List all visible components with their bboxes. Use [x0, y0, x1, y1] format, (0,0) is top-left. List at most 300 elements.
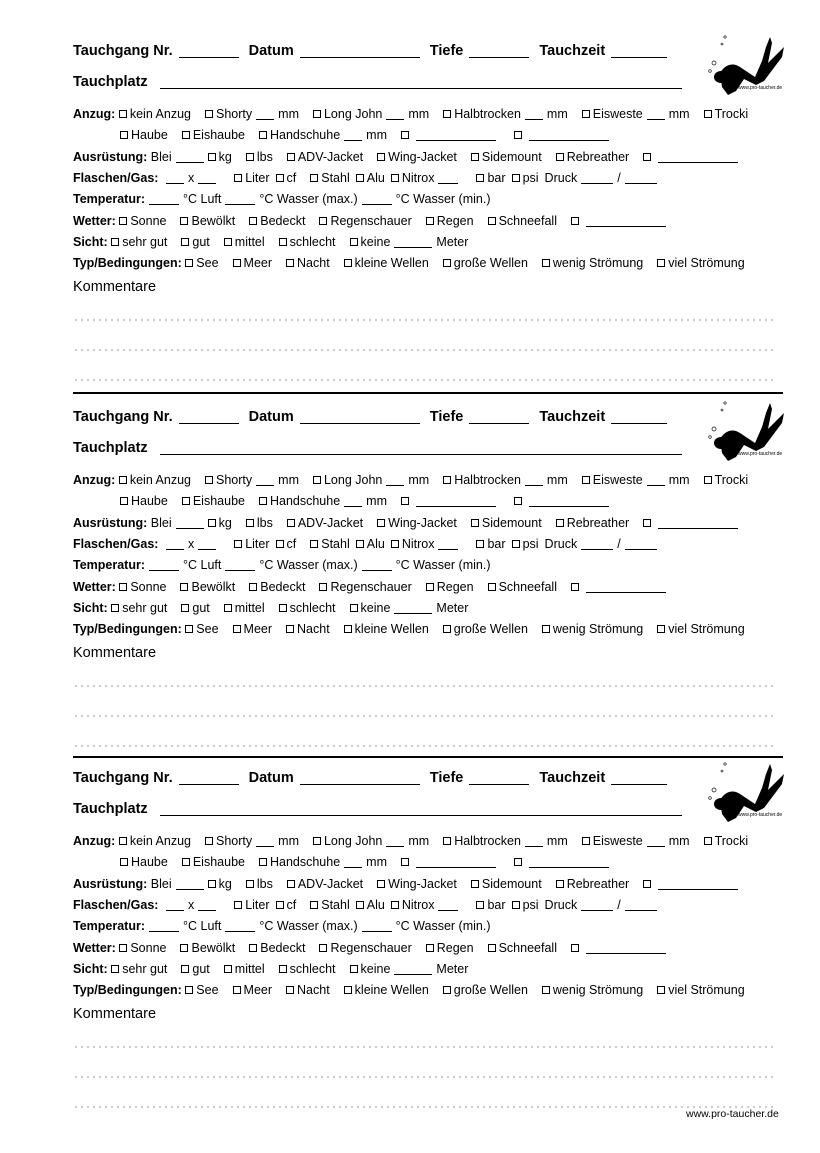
checkbox[interactable] — [512, 901, 520, 909]
checkbox[interactable] — [556, 153, 564, 161]
blank-field[interactable] — [625, 171, 657, 184]
blank-field[interactable] — [416, 128, 496, 141]
opt: Blei — [150, 877, 172, 891]
opt: Trocki — [714, 834, 749, 848]
checkbox[interactable] — [476, 540, 484, 548]
checkbox[interactable] — [286, 625, 294, 633]
blank-field[interactable] — [581, 537, 613, 550]
checkbox[interactable] — [234, 540, 242, 548]
blank-field[interactable] — [525, 473, 543, 486]
checkbox[interactable] — [426, 217, 434, 225]
unit: mm — [278, 107, 299, 121]
diver-icon — [700, 399, 790, 469]
blank-field[interactable] — [386, 834, 404, 847]
blank-field[interactable] — [386, 107, 404, 120]
checkbox[interactable] — [356, 540, 364, 548]
depth-label: Tiefe — [429, 43, 464, 59]
blank-field[interactable] — [416, 494, 496, 507]
opt: große Wellen — [453, 983, 528, 997]
opt: Meer — [243, 622, 273, 636]
checkbox[interactable] — [234, 174, 242, 182]
blank-field[interactable] — [344, 494, 362, 507]
opt: °C Wasser (min.) — [395, 558, 491, 572]
checkbox[interactable] — [279, 238, 287, 246]
checkbox[interactable] — [259, 858, 267, 866]
blank-field[interactable] — [256, 834, 274, 847]
blank-field[interactable] — [149, 558, 179, 571]
checkbox[interactable] — [180, 944, 188, 952]
blank-field[interactable] — [647, 473, 665, 486]
checkbox[interactable] — [208, 880, 216, 888]
blank-field[interactable] — [166, 898, 184, 911]
opt: ADV-Jacket — [297, 877, 364, 891]
checkbox[interactable] — [556, 880, 564, 888]
checkbox[interactable] — [185, 986, 193, 994]
checkbox[interactable] — [319, 944, 327, 952]
checkbox[interactable] — [111, 604, 119, 612]
checkbox[interactable] — [643, 519, 651, 527]
checkbox[interactable] — [313, 837, 321, 845]
opt: Long John — [323, 473, 383, 487]
blank-field[interactable] — [647, 107, 665, 120]
opt: Bewölkt — [191, 941, 236, 955]
checkbox[interactable] — [234, 901, 242, 909]
checkbox[interactable] — [514, 858, 522, 866]
blank-field[interactable] — [586, 941, 666, 954]
checkbox[interactable] — [488, 944, 496, 952]
blank-field[interactable] — [176, 516, 204, 529]
checkbox[interactable] — [471, 880, 479, 888]
opt: kg — [218, 516, 232, 530]
opt: x — [187, 537, 195, 551]
checkbox[interactable] — [313, 476, 321, 484]
checkbox[interactable] — [111, 238, 119, 246]
checkbox[interactable] — [181, 965, 189, 973]
checkbox[interactable] — [180, 217, 188, 225]
checkbox[interactable] — [224, 965, 232, 973]
opt: bar — [487, 537, 506, 551]
checkbox[interactable] — [344, 986, 352, 994]
checkbox[interactable] — [476, 174, 484, 182]
checkbox[interactable] — [443, 110, 451, 118]
checkbox[interactable] — [488, 217, 496, 225]
checkbox[interactable] — [350, 965, 358, 973]
checkbox[interactable] — [246, 153, 254, 161]
comments-label: Kommentare — [73, 1006, 157, 1022]
checkbox[interactable] — [377, 153, 385, 161]
opt: Druck — [544, 537, 578, 551]
opt: sehr gut — [122, 601, 168, 615]
blank-field[interactable] — [438, 537, 458, 550]
checkbox[interactable] — [182, 858, 190, 866]
opt: bar — [487, 898, 506, 912]
blank-field[interactable] — [581, 898, 613, 911]
date-label: Datum — [248, 770, 294, 786]
blank-field[interactable] — [625, 537, 657, 550]
comment-line[interactable] — [73, 1106, 773, 1108]
dive-site-label: Tauchplatz — [73, 440, 148, 456]
header-row — [73, 409, 677, 425]
opt: Nacht — [297, 256, 330, 270]
blank-field[interactable] — [344, 128, 362, 141]
opt: Haube — [131, 128, 168, 142]
checkbox[interactable] — [443, 625, 451, 633]
opt: Halbtrocken — [454, 834, 521, 848]
opt: Bewölkt — [191, 580, 236, 594]
blank-field[interactable] — [362, 558, 392, 571]
checkbox[interactable] — [120, 131, 128, 139]
opt: x — [187, 898, 195, 912]
checkbox[interactable] — [246, 880, 254, 888]
checkbox[interactable] — [391, 901, 399, 909]
opt: schlecht — [289, 235, 336, 249]
blank-field[interactable] — [344, 855, 362, 868]
dive-site-field[interactable] — [160, 74, 682, 89]
opt: gut — [192, 235, 210, 249]
checkbox[interactable] — [181, 604, 189, 612]
blank-field[interactable] — [198, 171, 216, 184]
opt: cf — [286, 898, 297, 912]
dive-site-field[interactable] — [160, 440, 682, 455]
checkbox[interactable] — [377, 519, 385, 527]
checkbox[interactable] — [350, 238, 358, 246]
blank-field[interactable] — [529, 855, 609, 868]
blank-field[interactable] — [198, 898, 216, 911]
blank-field[interactable] — [176, 877, 204, 890]
checkbox[interactable] — [512, 174, 520, 182]
checkbox[interactable] — [571, 217, 579, 225]
blank-field[interactable] — [225, 192, 255, 205]
checkbox[interactable] — [476, 901, 484, 909]
checkbox[interactable] — [643, 880, 651, 888]
blank-field[interactable] — [394, 601, 432, 614]
opt: See — [196, 256, 219, 270]
checkbox[interactable] — [279, 965, 287, 973]
blank-field[interactable] — [256, 107, 274, 120]
checkbox[interactable] — [426, 944, 434, 952]
blank-field[interactable] — [394, 235, 432, 248]
checkbox[interactable] — [205, 837, 213, 845]
visibility-row: Sicht: sehr gut gut mittel schlecht keine Meter — [73, 962, 469, 976]
blank-field[interactable] — [529, 494, 609, 507]
checkbox[interactable] — [286, 986, 294, 994]
checkbox[interactable] — [185, 259, 193, 267]
opt: Druck — [544, 898, 578, 912]
dive-time-field[interactable] — [611, 770, 667, 785]
opt: bar — [487, 171, 506, 185]
opt: Haube — [131, 855, 168, 869]
opt: Bedeckt — [260, 214, 306, 228]
checkbox[interactable] — [276, 174, 284, 182]
blank-field[interactable] — [149, 192, 179, 205]
checkbox[interactable] — [279, 604, 287, 612]
blank-field[interactable] — [166, 537, 184, 550]
opt: Rebreather — [566, 516, 630, 530]
checkbox[interactable] — [319, 217, 327, 225]
opt: Regen — [436, 214, 474, 228]
opt: Nitrox — [401, 898, 435, 912]
checkbox[interactable] — [356, 174, 364, 182]
checkbox[interactable] — [276, 901, 284, 909]
opt: kein Anzug — [129, 834, 192, 848]
comment-line[interactable] — [73, 685, 773, 687]
dive-number-field[interactable] — [179, 43, 239, 58]
checkbox[interactable] — [542, 986, 550, 994]
opt: / — [617, 537, 621, 551]
opt: große Wellen — [453, 256, 528, 270]
comments-label: Kommentare — [73, 279, 157, 295]
comment-line[interactable] — [73, 1046, 773, 1048]
checkbox[interactable] — [287, 153, 295, 161]
unit: mm — [408, 107, 430, 121]
opt: mittel — [234, 235, 265, 249]
dive-number-field[interactable] — [179, 770, 239, 785]
opt: Shorty — [216, 107, 253, 121]
blank-field[interactable] — [658, 150, 738, 163]
opt: Halbtrocken — [454, 107, 521, 121]
checkbox[interactable] — [657, 625, 665, 633]
blank-field[interactable] — [625, 898, 657, 911]
checkbox[interactable] — [704, 476, 712, 484]
opt: Sonne — [130, 580, 167, 594]
blank-field[interactable] — [438, 898, 458, 911]
blank-field[interactable] — [658, 877, 738, 890]
comment-line[interactable] — [73, 379, 773, 381]
checkbox[interactable] — [657, 259, 665, 267]
dive-time-field[interactable] — [611, 409, 667, 424]
checkbox[interactable] — [488, 583, 496, 591]
dive-number-label: Tauchgang Nr. — [73, 409, 173, 425]
checkbox[interactable] — [310, 174, 318, 182]
unit: mm — [546, 834, 568, 848]
weather-row: Wetter: Sonne Bewölkt Bedeckt Regenschauer Regen Schneefall — [73, 940, 670, 956]
blank-field[interactable] — [166, 171, 184, 184]
checkbox[interactable] — [556, 519, 564, 527]
comment-line[interactable] — [73, 1076, 773, 1078]
header-row — [73, 43, 677, 59]
checkbox[interactable] — [276, 540, 284, 548]
opt: °C Wasser (max.) — [259, 919, 358, 933]
checkbox[interactable] — [286, 259, 294, 267]
checkbox[interactable] — [205, 110, 213, 118]
site-row — [73, 801, 692, 817]
checkbox[interactable] — [426, 583, 434, 591]
checkbox[interactable] — [249, 217, 257, 225]
checkbox[interactable] — [514, 131, 522, 139]
date-field[interactable] — [300, 409, 420, 424]
checkbox[interactable] — [704, 837, 712, 845]
checkbox[interactable] — [119, 583, 127, 591]
checkbox[interactable] — [182, 497, 190, 505]
checkbox[interactable] — [571, 583, 579, 591]
opt: See — [196, 983, 219, 997]
opt: schlecht — [289, 601, 336, 615]
checkbox[interactable] — [443, 476, 451, 484]
blank-field[interactable] — [525, 107, 543, 120]
checkbox[interactable] — [208, 519, 216, 527]
comment-line[interactable] — [73, 745, 773, 747]
blank-field[interactable] — [581, 171, 613, 184]
blank-field[interactable] — [586, 580, 666, 593]
blank-field[interactable] — [658, 516, 738, 529]
checkbox[interactable] — [443, 986, 451, 994]
weather-row: Wetter: Sonne Bewölkt Bedeckt Regenschauer Regen Schneefall — [73, 213, 670, 229]
checkbox[interactable] — [471, 153, 479, 161]
depth-label: Tiefe — [429, 409, 464, 425]
checkbox[interactable] — [391, 174, 399, 182]
opt: cf — [286, 537, 297, 551]
checkbox[interactable] — [119, 217, 127, 225]
checkbox[interactable] — [287, 880, 295, 888]
checkbox[interactable] — [233, 625, 241, 633]
date-field[interactable] — [300, 770, 420, 785]
opt: Bedeckt — [260, 941, 306, 955]
conditions-row: Typ/Bedingungen: See Meer Nacht kleine Wellen große Wellen wenig Strömung viel Strömung — [73, 983, 745, 997]
checkbox[interactable] — [582, 476, 590, 484]
blank-field[interactable] — [529, 128, 609, 141]
blank-field[interactable] — [647, 834, 665, 847]
checkbox[interactable] — [119, 476, 127, 484]
suit-row: Anzug: kein Anzug Shorty mm Long John mm Halbtrocken mm Eisweste mm Trocki — [73, 473, 749, 487]
checkbox[interactable] — [319, 583, 327, 591]
checkbox[interactable] — [249, 944, 257, 952]
checkbox[interactable] — [582, 110, 590, 118]
checkbox[interactable] — [310, 540, 318, 548]
dive-site-label: Tauchplatz — [73, 801, 148, 817]
checkbox[interactable] — [224, 604, 232, 612]
suit-row-2 — [120, 854, 613, 870]
blank-field[interactable] — [198, 537, 216, 550]
checkbox[interactable] — [582, 837, 590, 845]
opt: viel Strömung — [668, 983, 745, 997]
checkbox[interactable] — [401, 131, 409, 139]
checkbox[interactable] — [120, 858, 128, 866]
checkbox[interactable] — [471, 519, 479, 527]
opt: Regenschauer — [330, 941, 412, 955]
checkbox[interactable] — [643, 153, 651, 161]
blank-field[interactable] — [386, 473, 404, 486]
checkbox[interactable] — [443, 259, 451, 267]
checkbox[interactable] — [233, 986, 241, 994]
checkbox[interactable] — [344, 625, 352, 633]
checkbox[interactable] — [542, 259, 550, 267]
checkbox[interactable] — [259, 497, 267, 505]
checkbox[interactable] — [571, 944, 579, 952]
tank-row: Flaschen/Gas: x Liter cf Stahl Alu Nitrox bar psi Druck / — [73, 170, 661, 186]
dive-time-field[interactable] — [611, 43, 667, 58]
checkbox[interactable] — [208, 153, 216, 161]
checkbox[interactable] — [119, 837, 127, 845]
tank-row: Flaschen/Gas: x Liter cf Stahl Alu Nitrox bar psi Druck / — [73, 897, 661, 913]
checkbox[interactable] — [704, 110, 712, 118]
checkbox[interactable] — [401, 858, 409, 866]
checkbox[interactable] — [224, 238, 232, 246]
site-row — [73, 440, 692, 456]
checkbox[interactable] — [233, 259, 241, 267]
opt: Alu — [366, 171, 385, 185]
blank-field[interactable] — [586, 214, 666, 227]
depth-field[interactable] — [469, 409, 529, 424]
opt: sehr gut — [122, 962, 168, 976]
checkbox[interactable] — [377, 880, 385, 888]
dive-site-field[interactable] — [160, 801, 682, 816]
checkbox[interactable] — [313, 110, 321, 118]
checkbox[interactable] — [249, 583, 257, 591]
checkbox[interactable] — [657, 986, 665, 994]
comment-line[interactable] — [73, 715, 773, 717]
blank-field[interactable] — [362, 192, 392, 205]
blank-field[interactable] — [256, 473, 274, 486]
dive-number-field[interactable] — [179, 409, 239, 424]
date-field[interactable] — [300, 43, 420, 58]
checkbox[interactable] — [120, 497, 128, 505]
blank-field[interactable] — [225, 919, 255, 932]
checkbox[interactable] — [287, 519, 295, 527]
checkbox[interactable] — [443, 837, 451, 845]
comment-line[interactable] — [73, 349, 773, 351]
dive-time-label: Tauchzeit — [539, 770, 606, 786]
checkbox[interactable] — [259, 131, 267, 139]
depth-field[interactable] — [469, 770, 529, 785]
checkbox[interactable] — [119, 110, 127, 118]
opt: Shorty — [216, 473, 253, 487]
checkbox[interactable] — [180, 583, 188, 591]
blank-field[interactable] — [362, 919, 392, 932]
checkbox[interactable] — [181, 238, 189, 246]
blank-field[interactable] — [176, 150, 204, 163]
checkbox[interactable] — [205, 476, 213, 484]
checkbox[interactable] — [182, 131, 190, 139]
opt: Regenschauer — [330, 580, 412, 594]
suit-row-2 — [120, 493, 613, 509]
checkbox[interactable] — [391, 540, 399, 548]
site-row — [73, 74, 692, 90]
checkbox[interactable] — [344, 259, 352, 267]
checkbox[interactable] — [512, 540, 520, 548]
blank-field[interactable] — [394, 962, 432, 975]
opt: Schneefall — [498, 580, 557, 594]
checkbox[interactable] — [246, 519, 254, 527]
dive-site-label: Tauchplatz — [73, 74, 148, 90]
logo-url: www.pro-taucher.de — [738, 812, 783, 818]
checkbox[interactable] — [310, 901, 318, 909]
checkbox[interactable] — [119, 944, 127, 952]
checkbox[interactable] — [401, 497, 409, 505]
comment-line[interactable] — [73, 319, 773, 321]
opt: °C Luft — [183, 919, 222, 933]
opt: Halbtrocken — [454, 473, 521, 487]
checkbox[interactable] — [350, 604, 358, 612]
blank-field[interactable] — [416, 855, 496, 868]
logo-url: www.pro-taucher.de — [738, 451, 783, 457]
checkbox[interactable] — [111, 965, 119, 973]
checkbox[interactable] — [185, 625, 193, 633]
blank-field[interactable] — [149, 919, 179, 932]
blank-field[interactable] — [225, 558, 255, 571]
opt: Sonne — [130, 214, 167, 228]
dive-time-label: Tauchzeit — [539, 409, 606, 425]
depth-label: Tiefe — [429, 770, 464, 786]
dive-number-label: Tauchgang Nr. — [73, 770, 173, 786]
depth-field[interactable] — [469, 43, 529, 58]
checkbox[interactable] — [542, 625, 550, 633]
checkbox[interactable] — [514, 497, 522, 505]
opt: schlecht — [289, 962, 336, 976]
opt: Trocki — [714, 473, 749, 487]
blank-field[interactable] — [525, 834, 543, 847]
blank-field[interactable] — [438, 171, 458, 184]
checkbox[interactable] — [356, 901, 364, 909]
